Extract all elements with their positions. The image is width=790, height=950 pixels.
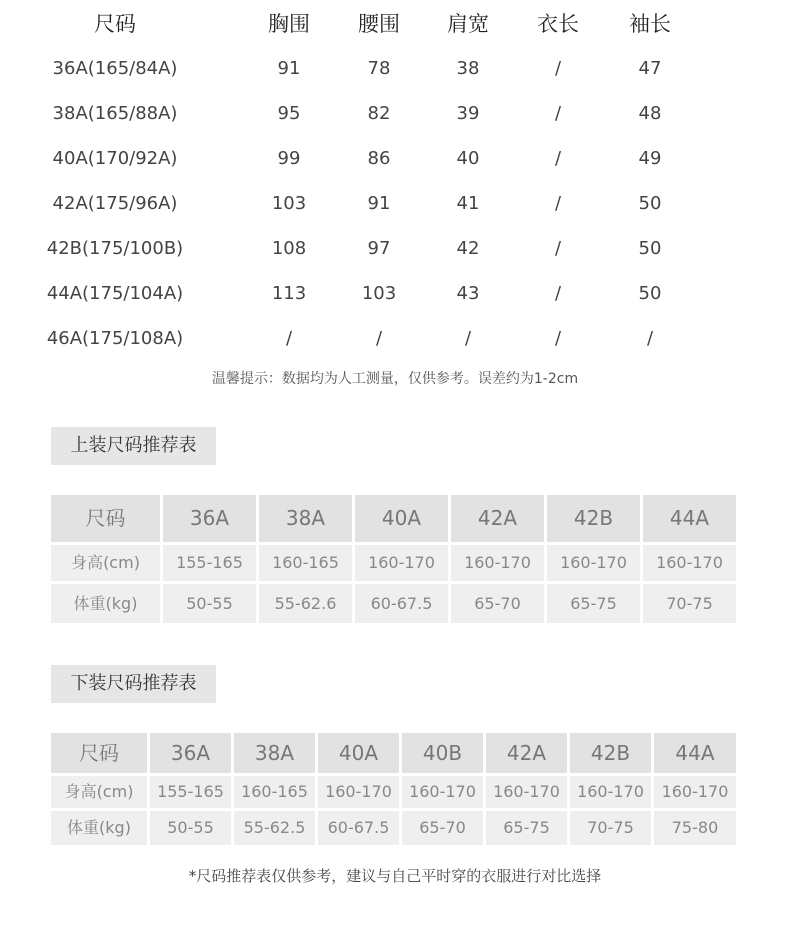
footer-note: *尺码推荐表仅供参考，建议与自己平时穿的衣服进行对比选择 — [188, 867, 602, 885]
height-cell: 160-170 — [318, 776, 399, 808]
waist-cell: 78 — [367, 58, 391, 79]
sleeve-cell: 50 — [638, 283, 662, 304]
size-cell: 42A(175/96A) — [52, 193, 178, 214]
height-cell: 160-170 — [486, 776, 567, 808]
chest-cell: 99 — [277, 148, 301, 169]
header-size-cell: 42B — [547, 495, 640, 542]
measurement-row — [0, 184, 790, 224]
size-cell: 42B(175/100B) — [46, 238, 184, 259]
measurement-row — [0, 274, 790, 314]
height-label: 身高(cm) — [51, 545, 160, 581]
size-cell: 38A(165/88A) — [52, 103, 178, 124]
weight-label: 体重(kg) — [51, 584, 160, 623]
header-size-cell: 44A — [654, 733, 736, 773]
height-cell: 160-170 — [654, 776, 736, 808]
chest-cell: / — [285, 328, 293, 349]
header-chest: 胸围 — [268, 12, 310, 36]
sleeve-cell: / — [646, 328, 654, 349]
weight-cell: 50-55 — [150, 811, 231, 845]
length-cell: / — [554, 328, 562, 349]
height-cell: 160-170 — [570, 776, 651, 808]
size-cell: 36A(165/84A) — [52, 58, 178, 79]
header-size-cell: 36A — [163, 495, 256, 542]
header-size-cell: 38A — [234, 733, 315, 773]
bottom-size-table — [51, 733, 736, 845]
length-cell: / — [554, 103, 562, 124]
weight-cell: 65-75 — [486, 811, 567, 845]
measurement-row — [0, 49, 790, 89]
header-size-cell: 42A — [451, 495, 544, 542]
weight-cell: 55-62.5 — [234, 811, 315, 845]
measurement-row — [0, 139, 790, 179]
weight-cell: 70-75 — [643, 584, 736, 623]
height-cell: 160-170 — [643, 545, 736, 581]
length-cell: / — [554, 58, 562, 79]
chest-cell: 95 — [277, 103, 301, 124]
size-cell: 40A(170/92A) — [52, 148, 178, 169]
height-cell: 155-165 — [163, 545, 256, 581]
weight-label: 体重(kg) — [51, 811, 147, 845]
measurement-row — [0, 229, 790, 269]
weight-cell: 60-67.5 — [355, 584, 448, 623]
header-size-cell: 42B — [570, 733, 651, 773]
weight-cell: 70-75 — [570, 811, 651, 845]
header-size-cell: 44A — [643, 495, 736, 542]
height-cell: 160-170 — [547, 545, 640, 581]
measurement-header-row — [0, 4, 790, 44]
sleeve-cell: 50 — [638, 193, 662, 214]
header-sleeve: 袖长 — [629, 12, 671, 36]
header-size-label: 尺码 — [51, 733, 147, 773]
header-size-label: 尺码 — [51, 495, 160, 542]
shoulder-cell: 38 — [456, 58, 480, 79]
weight-cell: 65-70 — [451, 584, 544, 623]
shoulder-cell: 40 — [456, 148, 480, 169]
header-size-cell: 40B — [402, 733, 483, 773]
header-waist: 腰围 — [358, 12, 400, 36]
length-cell: / — [554, 193, 562, 214]
sleeve-cell: 49 — [638, 148, 662, 169]
header-size-cell: 40A — [355, 495, 448, 542]
size-cell: 46A(175/108A) — [46, 328, 184, 349]
height-cell: 160-170 — [355, 545, 448, 581]
chest-cell: 91 — [277, 58, 301, 79]
shoulder-cell: 39 — [456, 103, 480, 124]
waist-cell: 103 — [361, 283, 397, 304]
chest-cell: 103 — [271, 193, 307, 214]
bottom-size-table-title: 下装尺码推荐表 — [51, 665, 216, 703]
header-size-cell: 38A — [259, 495, 352, 542]
sleeve-cell: 50 — [638, 238, 662, 259]
sleeve-cell: 47 — [638, 58, 662, 79]
size-cell: 44A(175/104A) — [46, 283, 184, 304]
measurement-row — [0, 319, 790, 359]
length-cell: / — [554, 238, 562, 259]
weight-cell: 60-67.5 — [318, 811, 399, 845]
top-size-table-title: 上装尺码推荐表 — [51, 427, 216, 465]
header-shoulder: 肩宽 — [447, 12, 489, 36]
header-length: 衣长 — [537, 12, 579, 36]
height-cell: 160-170 — [402, 776, 483, 808]
height-cell: 160-170 — [451, 545, 544, 581]
sleeve-cell: 48 — [638, 103, 662, 124]
shoulder-cell: 41 — [456, 193, 480, 214]
waist-cell: 91 — [367, 193, 391, 214]
chest-cell: 108 — [271, 238, 307, 259]
length-cell: / — [554, 283, 562, 304]
height-cell: 155-165 — [150, 776, 231, 808]
waist-cell: 82 — [367, 103, 391, 124]
header-size: 尺码 — [94, 12, 136, 36]
weight-cell: 65-70 — [402, 811, 483, 845]
header-size-cell: 36A — [150, 733, 231, 773]
shoulder-cell: 43 — [456, 283, 480, 304]
top-size-table — [51, 495, 736, 623]
header-size-cell: 42A — [486, 733, 567, 773]
weight-cell: 65-75 — [547, 584, 640, 623]
weight-cell: 50-55 — [163, 584, 256, 623]
height-cell: 160-165 — [234, 776, 315, 808]
chest-cell: 113 — [271, 283, 307, 304]
shoulder-cell: / — [464, 328, 472, 349]
weight-cell: 75-80 — [654, 811, 736, 845]
height-cell: 160-165 — [259, 545, 352, 581]
weight-cell: 55-62.6 — [259, 584, 352, 623]
waist-cell: 97 — [367, 238, 391, 259]
measurement-row — [0, 94, 790, 134]
header-size-cell: 40A — [318, 733, 399, 773]
length-cell: / — [554, 148, 562, 169]
waist-cell: 86 — [367, 148, 391, 169]
waist-cell: / — [375, 328, 383, 349]
measurement-note: 温馨提示：数据均为人工测量，仅供参考。误差约为1-2cm — [211, 371, 579, 387]
shoulder-cell: 42 — [456, 238, 480, 259]
height-label: 身高(cm) — [51, 776, 147, 808]
